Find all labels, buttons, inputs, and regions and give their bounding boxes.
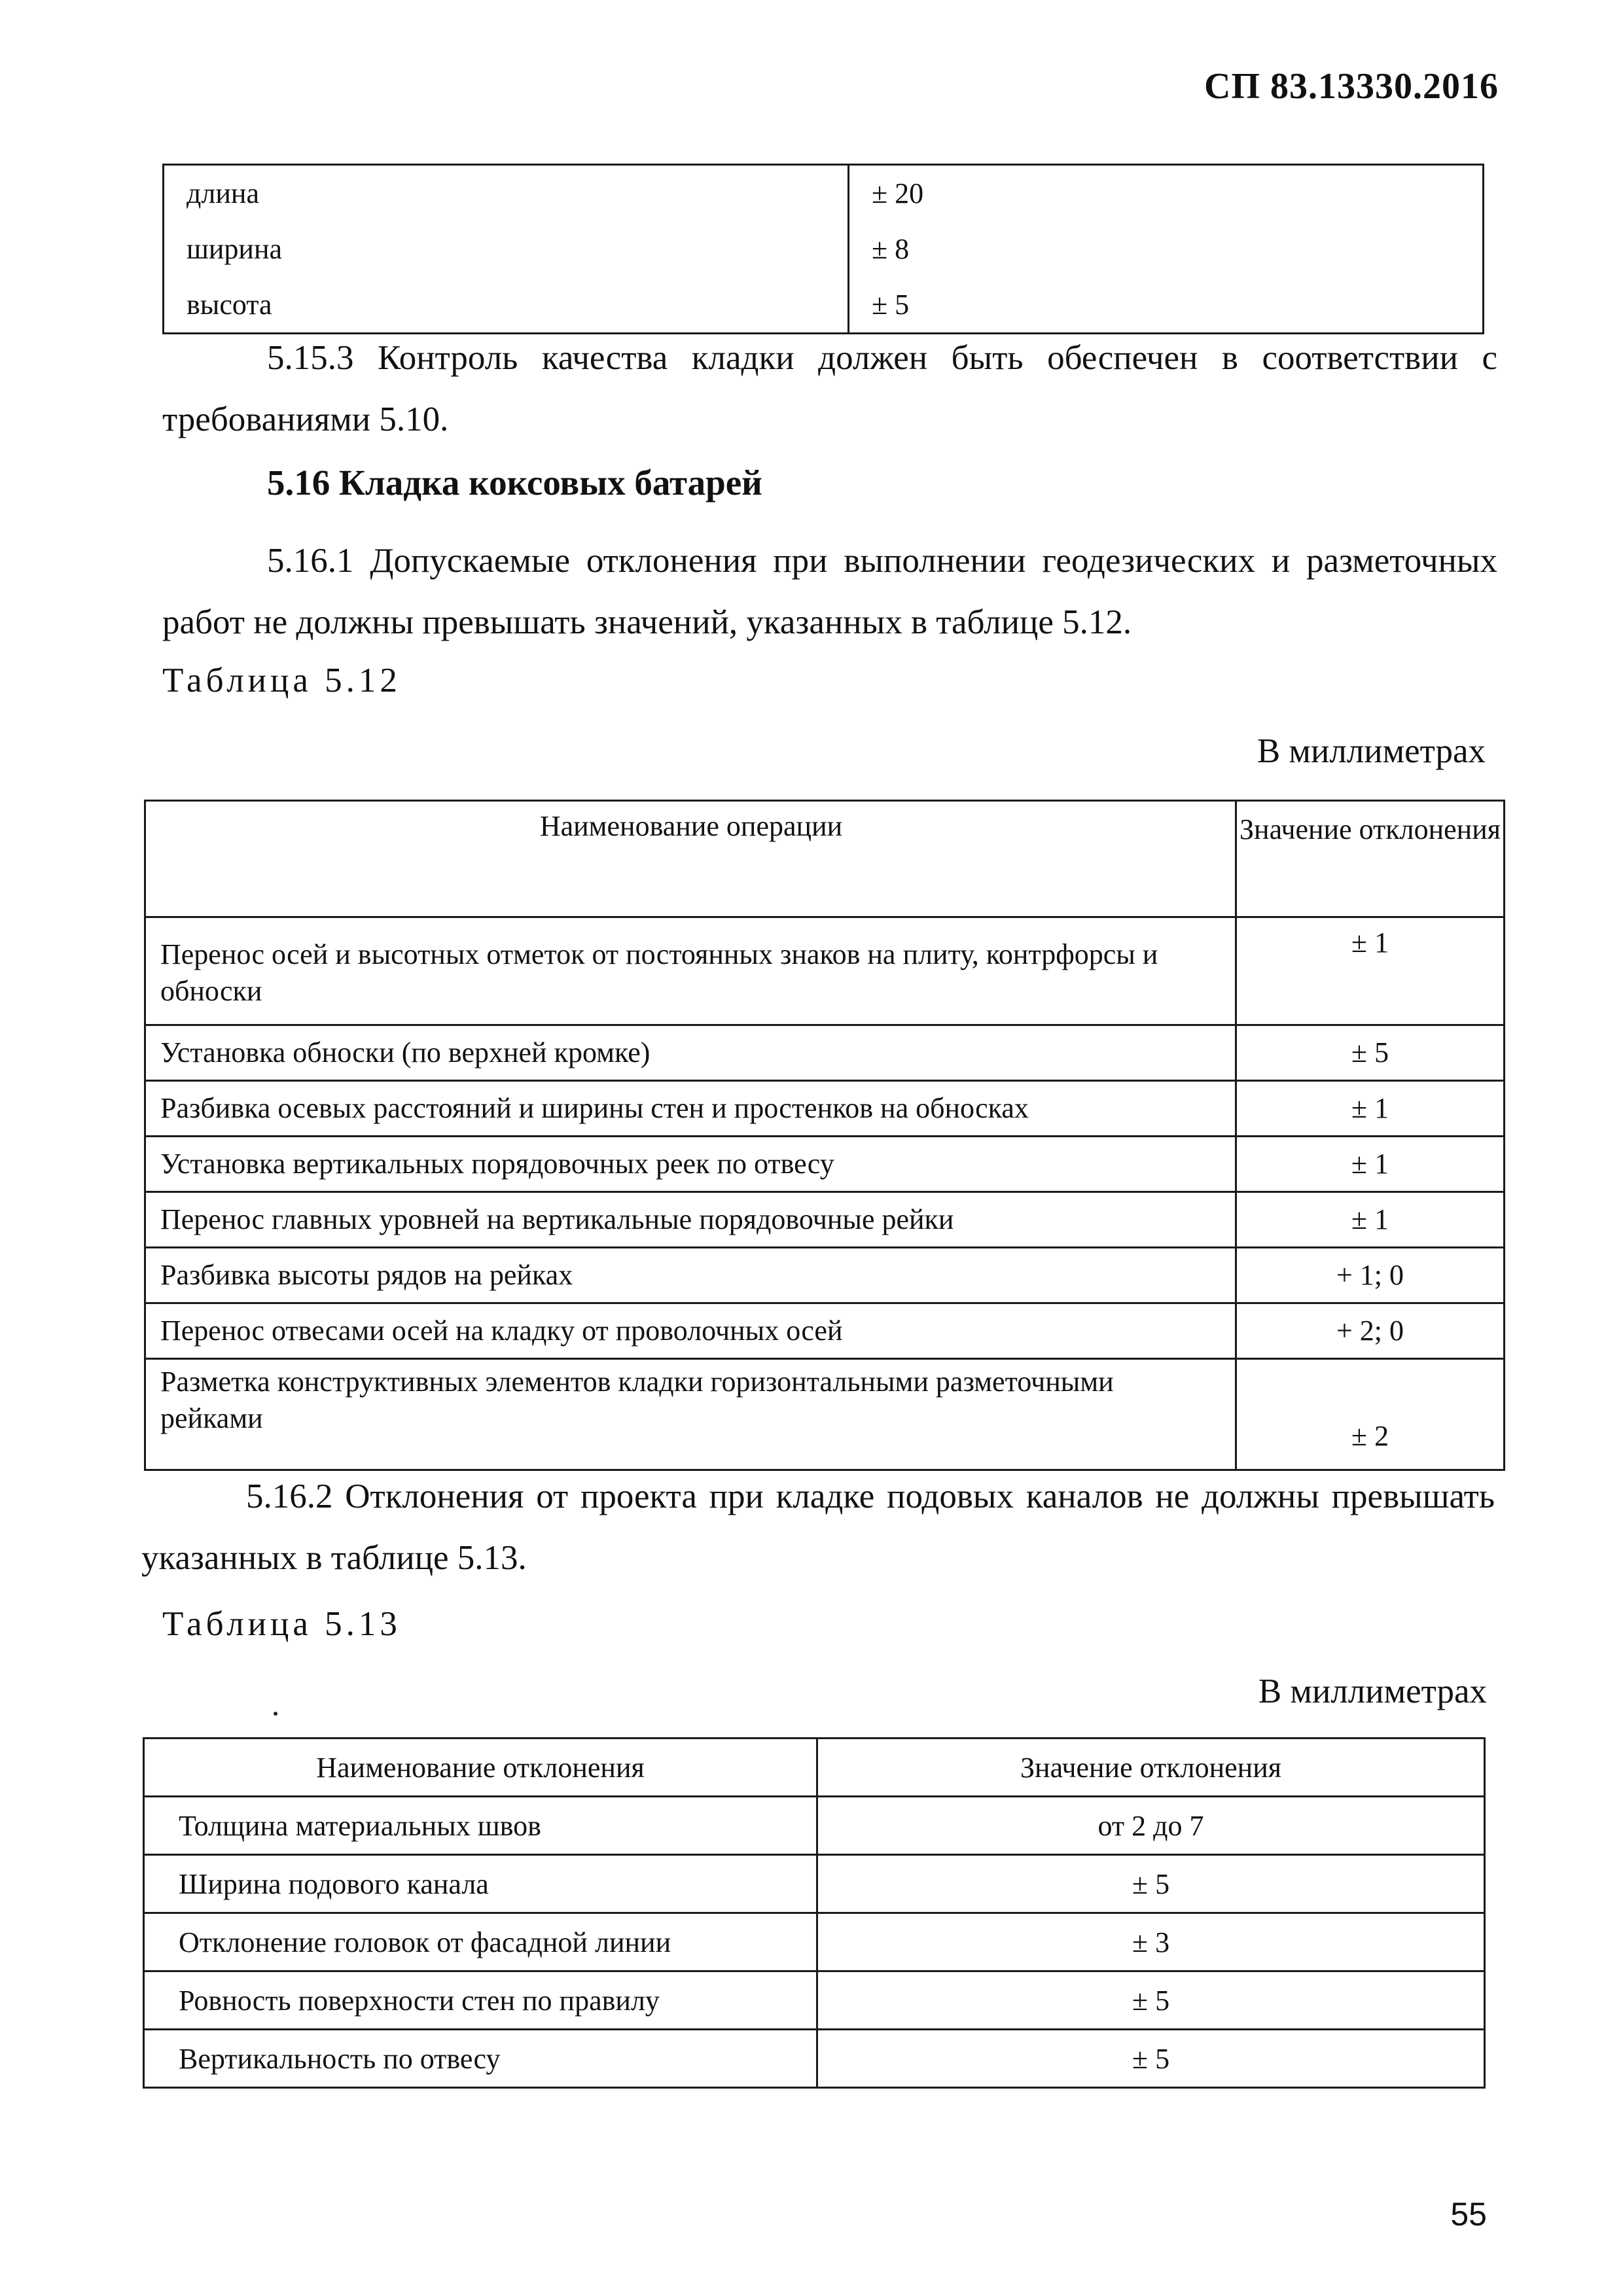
operation-value: ± 1 bbox=[1236, 1192, 1505, 1248]
paragraph-5-16-2: 5.16.2 Отклонения от проекта при кладке подовых каналов не должны превышать указанных в таблице 5.13. bbox=[141, 1477, 1495, 1577]
table-caption-5-13: Таблица 5.13 bbox=[162, 1605, 401, 1643]
document-code: СП 83.13330.2016 bbox=[1204, 66, 1499, 107]
table-units-5-13: В миллиметрах bbox=[1258, 1672, 1487, 1710]
table-units-5-12: В миллиметрах bbox=[1257, 732, 1486, 770]
table-row bbox=[145, 1137, 1505, 1192]
column-header-operation: Наименование операции bbox=[145, 801, 1236, 917]
table-row bbox=[145, 1192, 1505, 1248]
table-row bbox=[164, 165, 1484, 221]
operation-value: ± 2 bbox=[1236, 1359, 1505, 1470]
operation-name: Установка обноски (по верхней кромке) bbox=[145, 1025, 1236, 1081]
deviation-value: ± 5 bbox=[817, 1971, 1485, 2030]
table-5-12 bbox=[144, 800, 1505, 1471]
operation-value: ± 1 bbox=[1236, 917, 1505, 1025]
page-number: 55 bbox=[1450, 2196, 1487, 2233]
stray-dot-mark bbox=[274, 1712, 277, 1716]
continuation-table bbox=[162, 164, 1484, 334]
operation-name: Разбивка высоты рядов на рейках bbox=[145, 1248, 1236, 1303]
deviation-name: Ширина подового канала bbox=[144, 1855, 817, 1913]
table-row bbox=[164, 221, 1484, 277]
table-row bbox=[145, 1303, 1505, 1359]
operation-name: Перенос главных уровней на вертикальные порядовочные рейки bbox=[145, 1192, 1236, 1248]
deviation-value: ± 5 bbox=[817, 2030, 1485, 2088]
deviation-value: ± 5 bbox=[849, 277, 1484, 334]
deviation-name: Ровность поверхности стен по правилу bbox=[144, 1971, 817, 2030]
table-row bbox=[144, 1797, 1485, 1855]
operation-name: Разметка конструктивных элементов кладки горизонтальными разметочными рейками bbox=[145, 1359, 1236, 1470]
deviation-name: высота bbox=[164, 277, 849, 334]
operation-value: ± 1 bbox=[1236, 1081, 1505, 1137]
table-header-row bbox=[144, 1739, 1485, 1797]
operation-name: Перенос отвесами осей на кладку от проволочных осей bbox=[145, 1303, 1236, 1359]
operation-value: + 2; 0 bbox=[1236, 1303, 1505, 1359]
operation-name: Перенос осей и высотных отметок от постоянных знаков на плиту, контрфорсы и обноски bbox=[145, 917, 1236, 1025]
deviation-name: Отклонение головок от фасадной линии bbox=[144, 1913, 817, 1971]
operation-value: + 1; 0 bbox=[1236, 1248, 1505, 1303]
deviation-value: ± 8 bbox=[849, 221, 1484, 277]
table-row bbox=[144, 1855, 1485, 1913]
table-row bbox=[164, 277, 1484, 334]
table-row bbox=[144, 1913, 1485, 1971]
table-5-13 bbox=[143, 1737, 1486, 2089]
table-row bbox=[145, 917, 1505, 1025]
table-row bbox=[145, 1359, 1505, 1470]
paragraph-5-15-3: 5.15.3 Контроль качества кладки должен быть обеспечен в соответствии с требованиями 5.10. bbox=[162, 339, 1497, 438]
deviation-name: Толщина материальных швов bbox=[144, 1797, 817, 1855]
deviation-name: длина bbox=[164, 165, 849, 221]
column-header-value: Значение отклонения bbox=[1236, 801, 1505, 917]
table-row bbox=[144, 2030, 1485, 2088]
deviation-value: ± 3 bbox=[817, 1913, 1485, 1971]
table-caption-5-12: Таблица 5.12 bbox=[162, 662, 401, 699]
section-heading-5-16: 5.16 Кладка коксовых батарей bbox=[267, 463, 762, 503]
operation-name: Разбивка осевых расстояний и ширины стен и простенков на обносках bbox=[145, 1081, 1236, 1137]
table-row bbox=[145, 1081, 1505, 1137]
table-row bbox=[144, 1971, 1485, 2030]
deviation-name: Вертикальность по отвесу bbox=[144, 2030, 817, 2088]
deviation-name: ширина bbox=[164, 221, 849, 277]
table-row bbox=[145, 1025, 1505, 1081]
deviation-value: ± 5 bbox=[817, 1855, 1485, 1913]
deviation-value: ± 20 bbox=[849, 165, 1484, 221]
table-row bbox=[145, 1248, 1505, 1303]
operation-value: ± 1 bbox=[1236, 1137, 1505, 1192]
column-header-value: Значение отклонения bbox=[817, 1739, 1485, 1797]
paragraph-5-16-1: 5.16.1 Допускаемые отклонения при выполнении геодезических и разметочных работ не должны превышать значений, указанных в таблице 5.12. bbox=[162, 542, 1497, 641]
operation-value: ± 5 bbox=[1236, 1025, 1505, 1081]
column-header-deviation: Наименование отклонения bbox=[144, 1739, 817, 1797]
operation-name: Установка вертикальных порядовочных реек по отвесу bbox=[145, 1137, 1236, 1192]
table-header-row bbox=[145, 801, 1505, 917]
deviation-value: от 2 до 7 bbox=[817, 1797, 1485, 1855]
